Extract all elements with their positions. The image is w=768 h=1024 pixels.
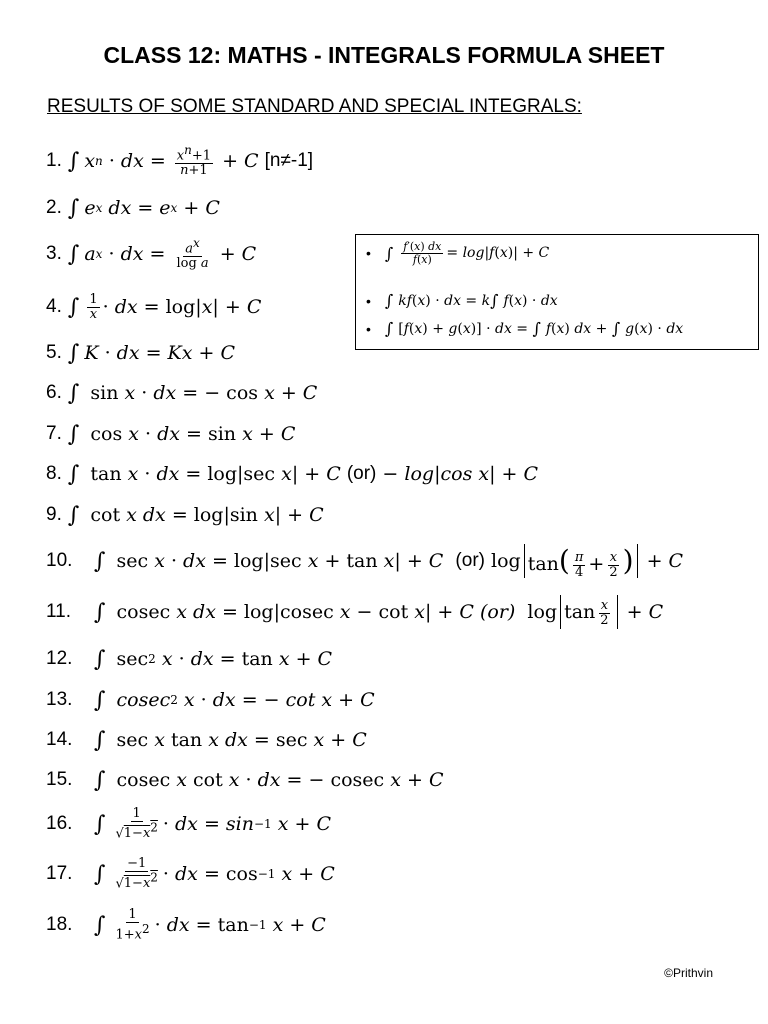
formula-6: 6. ∫ sin x · dx = − cos x + C: [46, 380, 318, 406]
formula-15: 15. ∫ cosec x cot x · dx = − cosec x + C: [46, 767, 444, 793]
formula-number: 2.: [46, 197, 62, 218]
formula-number: 9.: [46, 504, 62, 525]
formula-number: 14.: [46, 729, 73, 750]
formula-number: 10.: [46, 550, 73, 571]
formula-number: 13.: [46, 689, 73, 710]
formula-11: 11. ∫ cosec x dx = log|cosec x − cot x | + C (or) log tan $\frac{x}{2}$ + C: [46, 592, 663, 632]
or-label: (or): [346, 463, 377, 484]
formula-9: 9. ∫ cot x dx = log|sin x | + C: [46, 502, 324, 528]
or-label: (or): [455, 550, 485, 571]
section-subtitle: RESULTS OF SOME STANDARD AND SPECIAL INTEGRALS:: [47, 96, 582, 117]
formula-condition: [n≠-1]: [264, 150, 314, 171]
formula-4: 4. ∫ $\frac{1}{x}$ · dx = log| x | + C: [46, 291, 262, 322]
or-label: (or): [479, 601, 516, 623]
property-3: • ∫ [ f ( x ) + g ( x )] · dx = ∫ f ( x ) dx + ∫ g ( x ) · dx: [366, 319, 684, 338]
formula-number: 6.: [46, 382, 62, 403]
formula-number: 3.: [46, 243, 62, 264]
formula-12: 12. ∫ sec 2 x · dx = tan x + C: [46, 646, 333, 672]
copyright-label: ©Prithvin: [664, 966, 713, 980]
formula-number: 11.: [46, 601, 72, 622]
formula-13: 13. ∫ cosec 2 x · dx = − cot x + C: [46, 687, 375, 713]
page-title: CLASS 12: MATHS - INTEGRALS FORMULA SHEET: [103, 42, 665, 68]
formula-number: 12.: [46, 648, 73, 669]
formula-14: 14. ∫ sec x tan x dx = sec x + C: [46, 727, 367, 753]
formula-3: 3. ∫ a x · dx = $\frac{a^x}{\text{log a}}$ + C: [46, 236, 257, 272]
formula-7: 7. ∫ cos x · dx = sin x + C: [46, 421, 296, 447]
formula-number: 5.: [46, 342, 62, 363]
formula-1: 1. ∫ x n · dx = $\frac{x^n+1}{n+1}$ + C [n≠-1]: [46, 143, 314, 179]
formula-18: 18. ∫ $\frac{1}{1+x^2}$ · dx = tan −1 x + C: [46, 907, 326, 943]
formula-number: 7.: [46, 423, 62, 444]
formula-number: 18.: [46, 914, 73, 935]
formula-16: 16. ∫ $\frac{1}{√1-x^2}$ · dx = sin −1 x + C: [46, 806, 331, 842]
formula-number: 15.: [46, 769, 73, 790]
formula-number: 4.: [46, 296, 62, 317]
formula-number: 1.: [46, 150, 62, 171]
formula-number: 16.: [46, 813, 73, 834]
formula-5: 5. ∫ K · dx = Kx + C: [46, 340, 236, 366]
properties-box: [355, 234, 759, 350]
formula-number: 17.: [46, 863, 73, 884]
formula-8: 8. ∫ tan x · dx = log|sec x | + C (or) − log | cos x | + C: [46, 461, 539, 487]
property-1: • ∫ $\frac{f'(x) dx}{f(x)}$ = log | f ( x )| + C: [366, 240, 550, 266]
formula-number: 8.: [46, 463, 62, 484]
formula-17: 17. ∫ $\frac{-1}{√1-x^2}$ · dx = cos −1 x + C: [46, 856, 335, 892]
formula-2: 2. ∫ e x dx = e x + C: [46, 195, 220, 221]
property-2: • ∫ kf ( x ) · dx = k ∫ f ( x ) · dx: [366, 291, 558, 310]
formula-10: 10. ∫ sec x · dx = log|sec x + tan x | + C (or) log tan( $\frac{\pi}{4}$ + $\frac{x}{2}$ ) + C: [46, 544, 684, 580]
